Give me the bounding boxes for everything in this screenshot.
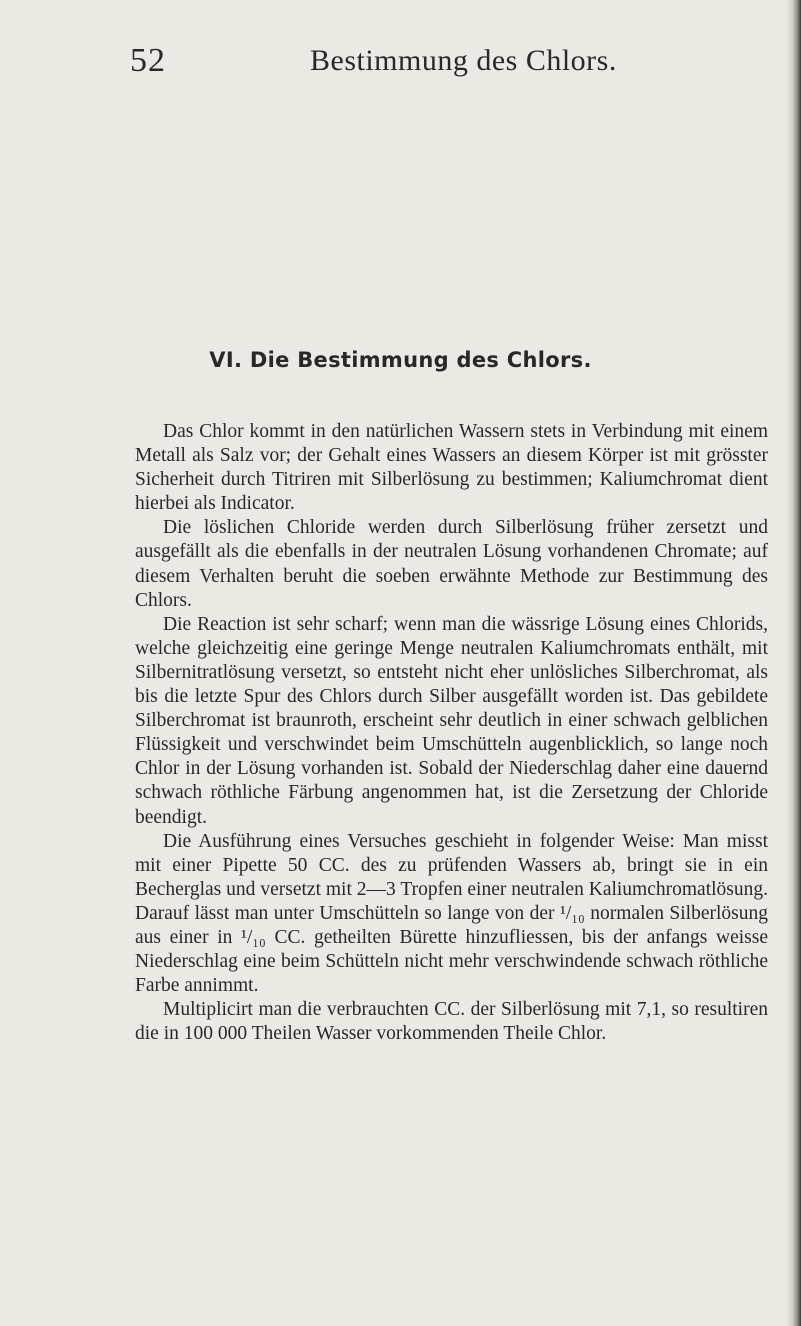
paragraph-4: Die Ausführung eines Versuches geschieht in folgender Weise: Man misst mit einer Pipette 50 CC. des zu prüfenden Wassers ab, bringt sie in ein Becherglas und versetzt mit 2—3 Tropfen einer neutralen Kaliumchromatlösung. Darauf lässt man unter Umschütteln so lange von der ¹/₁₀ normalen Silberlösung aus einer in ¹/₁₀ CC. getheilten Bürette hinzufliessen, bis der anfangs weisse Niederschlag eine beim Schütteln nicht mehr verschwindende schwach röthliche Farbe annimmt.: [135, 830, 768, 997]
running-title: Bestimmung des Chlors.: [310, 44, 617, 77]
paragraph-1: Das Chlor kommt in den natürlichen Wassern stets in Verbindung mit einem Metall als Salz vor; der Gehalt eines Wassers an diesem Körper ist mit grösster Sicherheit durch Titriren mit Silberlösung zu bestimmen; Kaliumchromat dient hierbei als Indicator.: [135, 421, 768, 515]
paragraph-2: Die löslichen Chloride werden durch Silberlösung früher zersetzt und ausgefällt als die ebenfalls in der neutralen Lösung vorhandenen Chromate; auf diesem Verhalten beruht die soeben erwähnte Methode zur Bestimmung des Chlors.: [135, 517, 768, 611]
page-number: 52: [130, 42, 166, 79]
body-text: [135, 420, 768, 1046]
chapter-title: VI. Die Bestimmung des Chlors.: [209, 348, 592, 372]
paragraph-5: Multiplicirt man die verbrauchten CC. der Silberlösung mit 7,1, so resultiren die in 100 000 Theilen Wasser vorkommenden Theile Chlor.: [135, 999, 768, 1045]
paragraph-3: Die Reaction ist sehr scharf; wenn man die wässrige Lösung eines Chlorids, welche gleichzeitig eine geringe Menge neutralen Kaliumchromats enthält, mit Silbernitratlösung versetzt, so entsteht nicht eher unlösliches Silberchromat, als bis die letzte Spur des Chlors durch Silber ausgefällt worden ist. Das gebildete Silberchromat ist braunroth, erscheint sehr deutlich in einer schwach gelblichen Flüssigkeit und verschwindet beim Umschütteln augenblicklich, so lange noch Chlor in der Lösung vorhanden ist. Sobald der Niederschlag daher eine dauernd schwach röthliche Färbung angenommen hat, ist die Zersetzung der Chloride beendigt.: [135, 613, 768, 828]
page-edge-shadow: [787, 0, 801, 1326]
